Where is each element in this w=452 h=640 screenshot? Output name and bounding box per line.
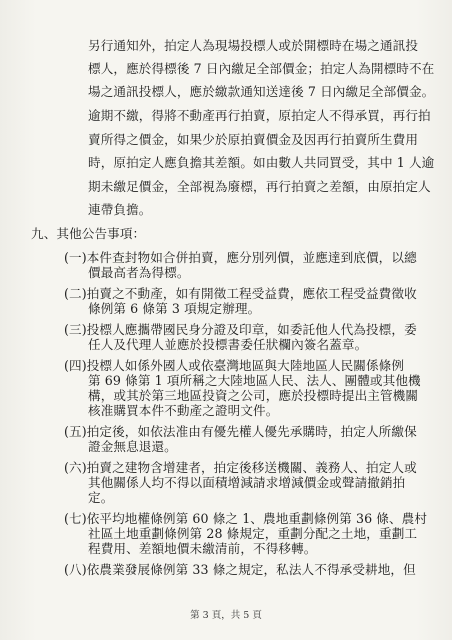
item-line: (四)投標人如係外國人或依臺灣地區與大陸地區人民關係條例 [64,358,405,373]
item-line: 任人及代理人並應於投標書委任狀欄內簽名蓋章。 [88,337,368,352]
item-line: (三)投標人應攜帶國民身分證及印章，如委託他人代為投標，委 [64,322,417,337]
item-line: (二)拍賣之不動產，如有開徵工程受益費，應依工程受益費徵收 [64,286,417,301]
item-line: (五)拍定後，如依法准由有優先權人優先承購時，拍定人所繳保 [64,424,417,439]
paragraph-line: 賣所得之價金，如果少於原拍賣價金及因再行拍賣所生費用 [88,132,419,147]
paragraph-line: 場之通訊投標人，應於繳款通知送達後 7 日內繳足全部價金。 [88,84,435,99]
item-line: 核准購買本件不動產之證明文件。 [88,403,279,418]
paragraph-line: 標人，應於得標後 7 日內繳足全部價金；拍定人為開標時不在 [88,61,435,76]
paragraph-line: 期未繳足價金，全部視為廢標，再行拍賣之差額，由原拍定人 [88,179,431,194]
paragraph-line: 逾期不繳，得將不動產再行拍賣，原拍定人不得承買，再行拍 [88,108,431,123]
item-line: (八)依農業發展條例第 33 條之規定，私法人不得承受耕地，但 [64,562,416,577]
item-line: (一)本件查封物如合併拍賣，應分別列價，並應達到底價，以總 [64,250,417,265]
item-line: 第 69 條第 1 項所稱之大陸地區人民、法人、團體或其他機 [88,373,421,388]
item-line: 條例第 6 條第 3 項規定辦理。 [88,301,261,316]
item-line: 程費用、差額地價未繳清前，不得移轉。 [88,541,317,556]
paragraph-line: 連帶負擔。 [88,202,152,217]
section-heading: 九、其他公告事項： [31,226,146,241]
item-line: 社區土地重劃條例第 28 條規定，重劃分配之土地，重劃工 [88,526,418,541]
item-line: (七)依平均地權條例第 60 條之 1、農地重劃條例第 36 條、農村 [64,511,428,526]
paragraph-line: 時，原拍定人應負擔其差額。如由數人共同買受，其中 1 人逾 [88,155,435,170]
item-line: (六)拍賣之建物含增建者，拍定後移送機關、義務人、拍定人或 [64,460,417,475]
item-line: 價最高者為得標。 [88,265,190,280]
item-line: 定。 [88,490,114,505]
paragraph-line: 另行通知外，拍定人為現場投標人或於開標時在場之通訊投 [88,38,419,53]
item-line: 其他關係人均不得以面積增減請求增減價金或聲請撤銷拍 [88,475,406,490]
page-number-footer: 第 3 頁，共 5 頁 [190,610,262,621]
item-line: 證金無息退還。 [88,439,177,454]
item-line: 構，或其於第三地區投資之公司，應於投標時提出主管機關 [88,388,419,403]
